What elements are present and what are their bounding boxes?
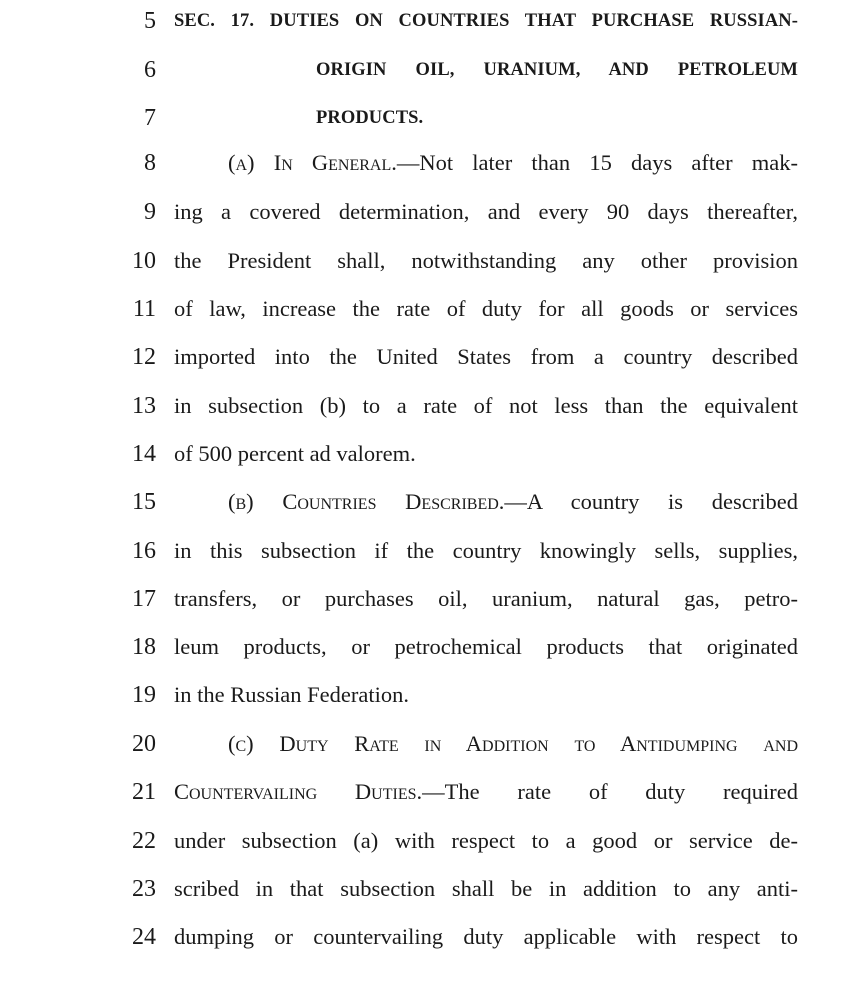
line-text: in the Russian Federation. xyxy=(174,682,409,707)
line-text: leum products, or petrochemical products that originated xyxy=(174,634,798,659)
document-line xyxy=(0,289,852,329)
document-line xyxy=(0,50,852,90)
document-line xyxy=(0,386,852,426)
line-text: of 500 percent ad valorem. xyxy=(174,441,416,466)
line-number: 14 xyxy=(132,441,156,467)
line-number: 20 xyxy=(132,731,156,757)
document-line xyxy=(0,192,852,232)
document-line xyxy=(0,143,852,183)
section-heading-continued: PRODUCTS. xyxy=(316,108,424,128)
document-line xyxy=(0,531,852,571)
document-line xyxy=(0,579,852,619)
line-text: scribed in that subsection shall be in addition to any anti- xyxy=(174,876,798,901)
line-text-segment: —A country is described xyxy=(504,489,798,514)
line-number: 22 xyxy=(132,828,156,854)
document-line xyxy=(0,724,852,764)
section-heading: SEC. 17. DUTIES ON COUNTRIES THAT PURCHASE RUSSIAN- xyxy=(174,11,798,31)
document-line xyxy=(0,241,852,281)
subsection-heading: (b) Countries Described. xyxy=(228,489,505,514)
line-number: 7 xyxy=(144,105,156,131)
line-number: 5 xyxy=(144,8,156,34)
line-text: dumping or countervailing duty applicable with respect to xyxy=(174,924,798,949)
line-number: 16 xyxy=(132,538,156,564)
line-text xyxy=(174,772,798,812)
document-line xyxy=(0,98,852,138)
line-text-segment: —The rate of duty required xyxy=(422,779,798,804)
line-text: under subsection (a) with respect to a good or service de- xyxy=(174,828,798,853)
document-line xyxy=(0,627,852,667)
line-number: 9 xyxy=(144,199,156,225)
document-line xyxy=(0,337,852,377)
line-text xyxy=(228,143,798,183)
line-text: in subsection (b) to a rate of not less than the equivalent xyxy=(174,393,798,418)
line-text: imported into the United States from a country described xyxy=(174,344,798,369)
line-text: of law, increase the rate of duty for all goods or services xyxy=(174,296,798,321)
line-number: 13 xyxy=(132,393,156,419)
document-line xyxy=(0,675,852,715)
line-number: 19 xyxy=(132,682,156,708)
line-text xyxy=(228,482,798,522)
line-number: 23 xyxy=(132,876,156,902)
line-number: 8 xyxy=(144,150,156,176)
line-number: 21 xyxy=(132,779,156,805)
subsection-heading: Countervailing Duties. xyxy=(174,779,423,804)
document-line xyxy=(0,772,852,812)
document-line xyxy=(0,869,852,909)
document-line xyxy=(0,434,852,474)
section-heading-continued: ORIGIN OIL, URANIUM, AND PETROLEUM xyxy=(316,60,798,80)
subsection-heading: (c) Duty Rate in Addition to Antidumping and xyxy=(228,731,798,756)
document-line xyxy=(0,917,852,957)
line-text: the President shall, notwithstanding any other provision xyxy=(174,248,798,273)
line-number: 11 xyxy=(132,296,156,322)
line-text: transfers, or purchases oil, uranium, natural gas, petro- xyxy=(174,586,798,611)
line-number: 10 xyxy=(132,248,156,274)
line-number: 24 xyxy=(132,924,156,950)
line-text: in this subsection if the country knowingly sells, supplies, xyxy=(174,538,798,563)
subsection-heading: (a) In General. xyxy=(228,150,397,175)
document-line xyxy=(0,482,852,522)
line-number: 15 xyxy=(132,489,156,515)
line-number: 18 xyxy=(132,634,156,660)
line-number: 6 xyxy=(144,57,156,83)
document-line xyxy=(0,821,852,861)
line-number: 17 xyxy=(132,586,156,612)
document-line xyxy=(0,1,852,41)
line-text-segment: —Not later than 15 days after mak- xyxy=(396,150,798,175)
line-text: ing a covered determination, and every 90 days thereafter, xyxy=(174,199,798,224)
line-number: 12 xyxy=(132,344,156,370)
